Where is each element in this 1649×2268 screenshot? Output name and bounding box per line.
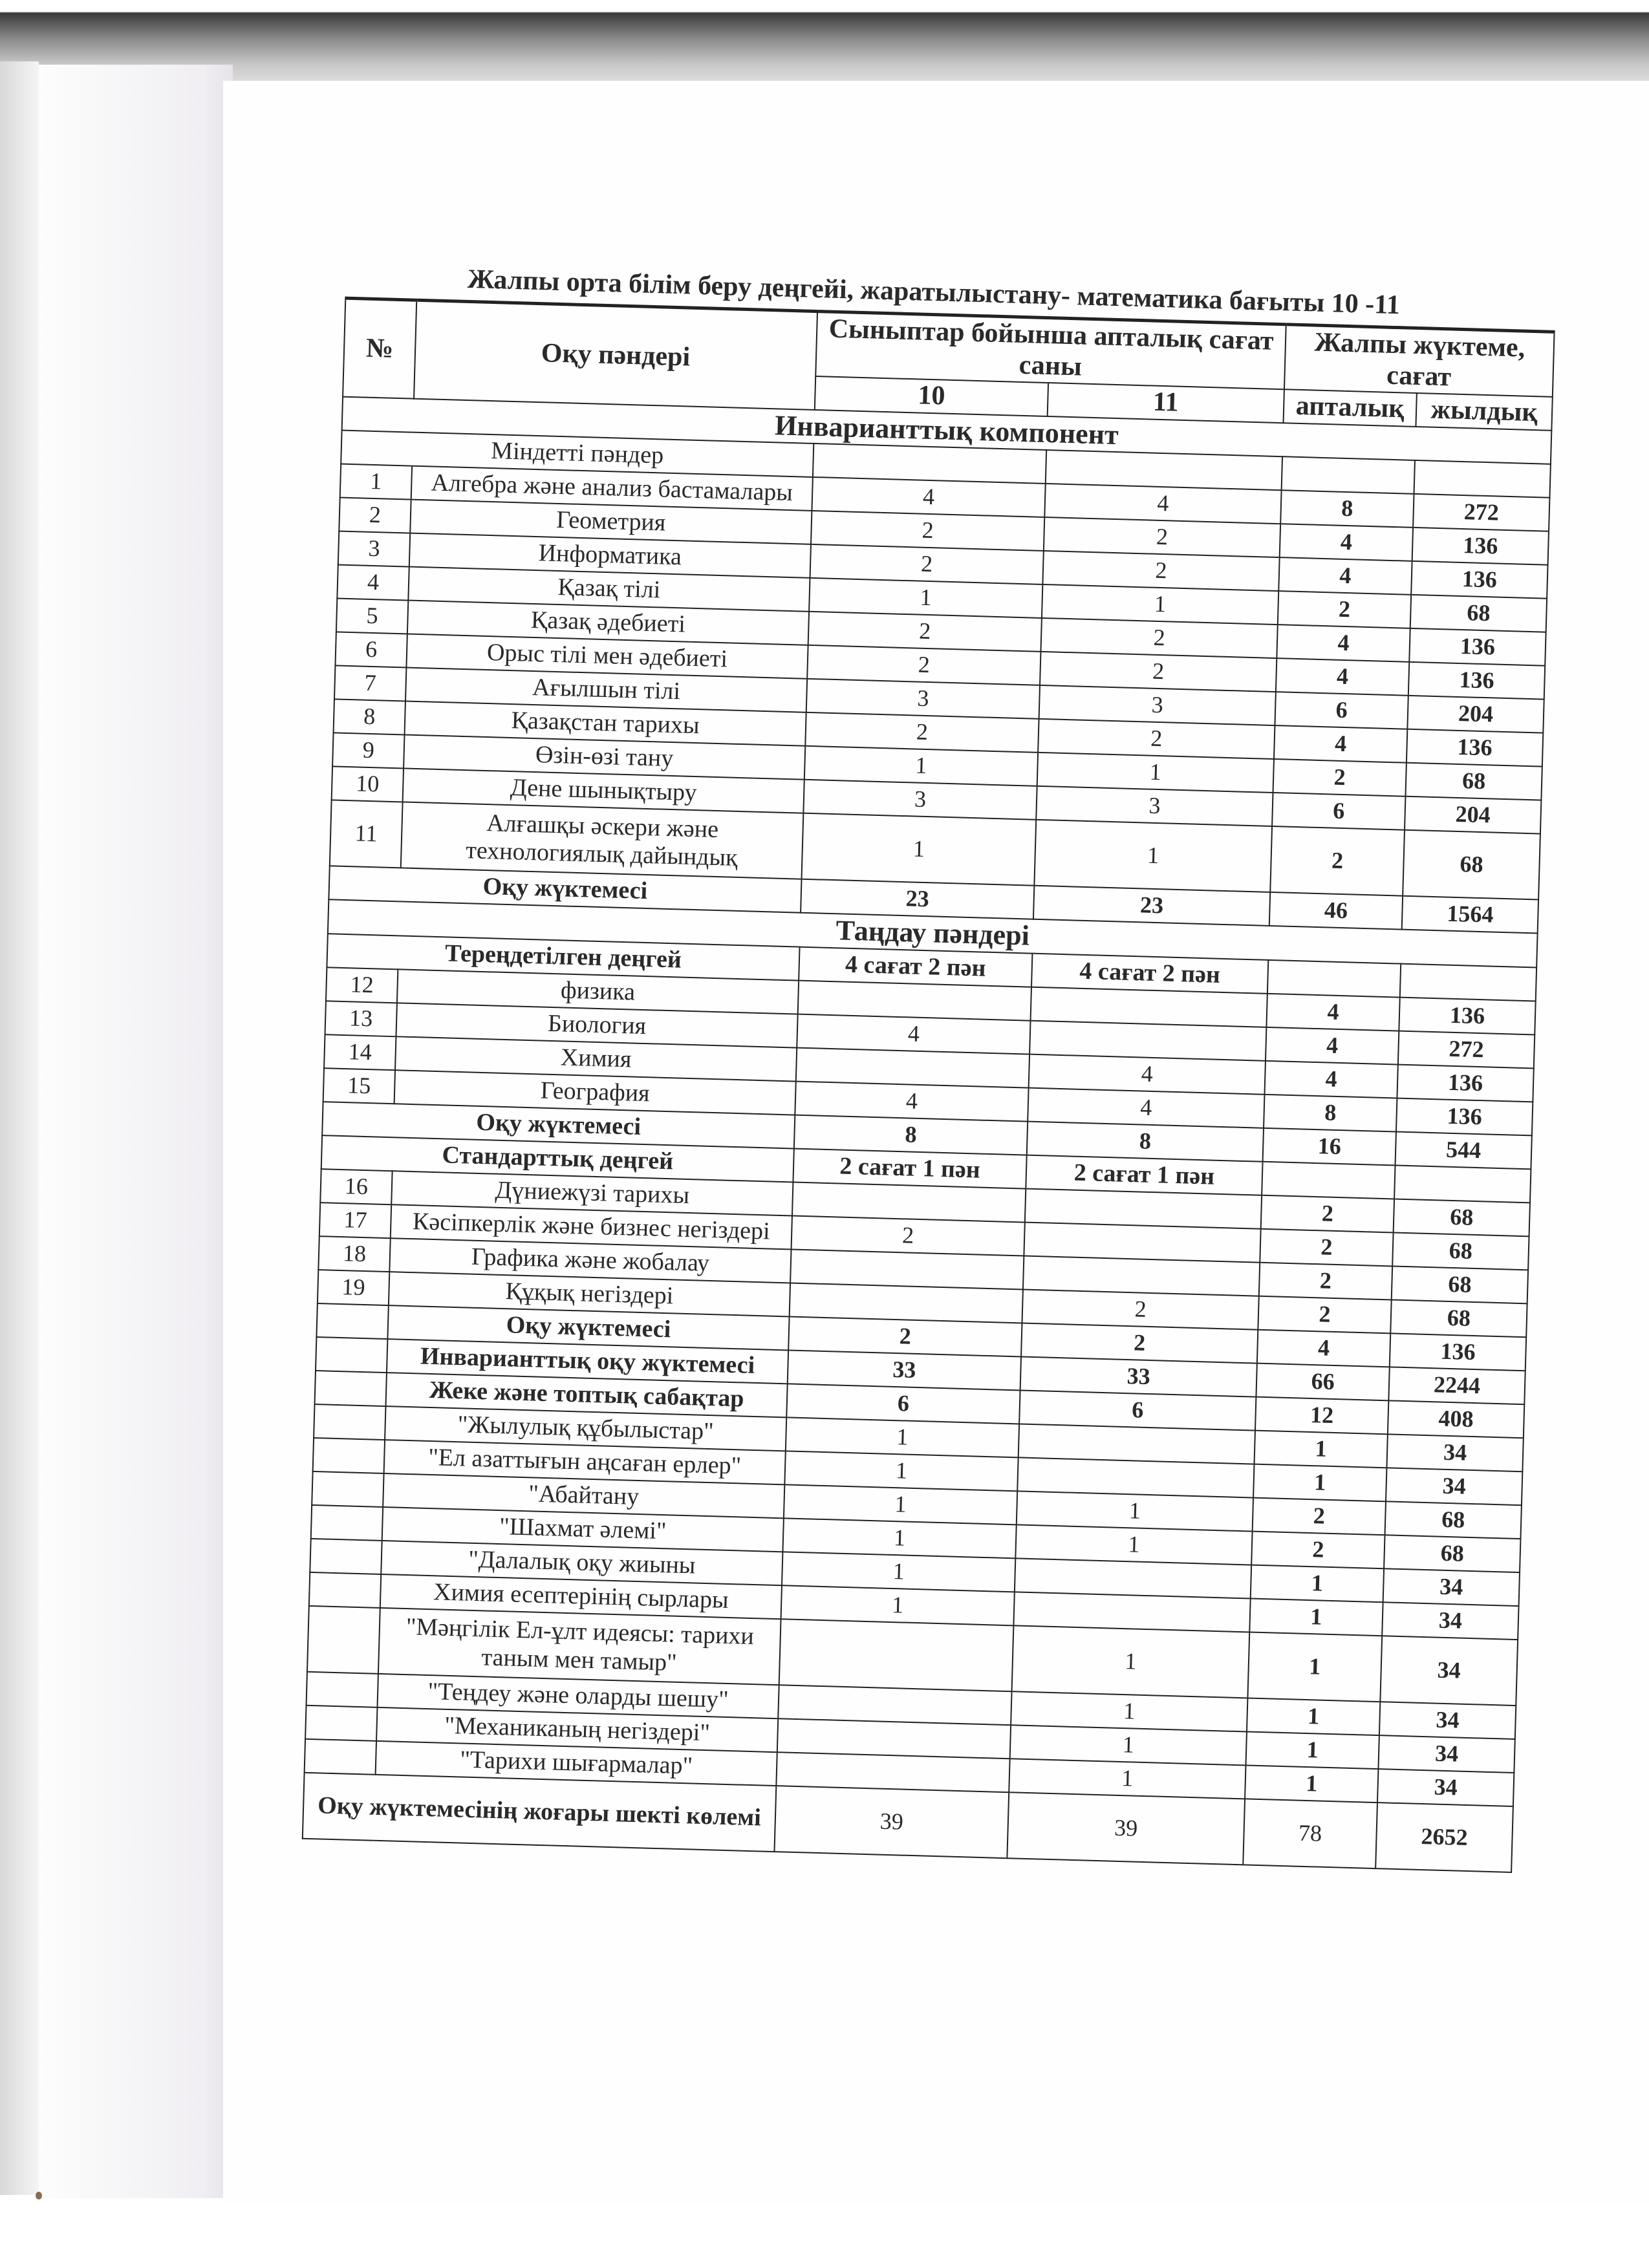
underlying-sheet [39, 65, 233, 2198]
empty-cell [1394, 1165, 1531, 1203]
total-class-11: 8 [1027, 1121, 1264, 1161]
total-class-10: 23 [801, 879, 1034, 919]
subject-name: Орыс тілі мен әдебиеті [406, 634, 808, 679]
total-label: Оқу жүктемесі [329, 866, 801, 913]
weekly-total: 4 [1280, 524, 1413, 561]
empty-cell [316, 1303, 388, 1339]
total-weekly: 12 [1255, 1396, 1388, 1434]
subject-name: Алгебра және анализ бастамалары [411, 466, 813, 511]
total-class-10: 33 [788, 1350, 1021, 1390]
yearly-total: 68 [1390, 1300, 1527, 1337]
row-number: 7 [334, 666, 406, 701]
weekly-total: 2 [1258, 1296, 1391, 1333]
row-number: 8 [334, 700, 405, 735]
hours-class-11: 1 [1017, 1491, 1253, 1531]
row-number: 4 [337, 565, 409, 601]
weekly-total: 1 [1246, 1731, 1379, 1769]
total-yearly: 1564 [1402, 896, 1538, 934]
max-load-label: Оқу жүктемесінің жоғары шекті көлемі [303, 1773, 777, 1852]
yearly-total: 272 [1398, 1031, 1535, 1068]
yearly-total: 136 [1399, 997, 1535, 1034]
weekly-total: 4 [1276, 658, 1409, 696]
document-title: Жалпы орта білім беру деңгейі, жаратылыстану- математика бағыты 10 -11 [467, 264, 1401, 321]
hours-class-11: 4 [1044, 484, 1281, 524]
mandatory-label: Міндетті пәндер [341, 431, 814, 477]
scan-top-shadow [0, 0, 1649, 91]
yearly-total: 34 [1380, 1636, 1518, 1706]
weekly-total: 2 [1251, 1531, 1385, 1568]
yearly-total: 68 [1385, 1501, 1522, 1539]
course-name: "Теңдеу және оларды шешу" [377, 1674, 779, 1718]
hours-class-10: 2 [792, 1215, 1025, 1256]
header-class-10: 10 [815, 376, 1048, 416]
weekly-total: 8 [1280, 490, 1414, 528]
empty-cell [1400, 963, 1536, 1001]
course-name: "Далалық оқу жиыны [381, 1541, 782, 1585]
advanced-class-11-note: 4 сағат 2 пән [1031, 953, 1268, 993]
row-number: 12 [326, 967, 398, 1003]
total-class-11: 2 [1021, 1323, 1258, 1363]
standard-class-11-note: 2 сағат 1 пән [1026, 1155, 1262, 1195]
empty-cell [312, 1471, 383, 1507]
hours-class-11: 1 [1011, 1691, 1247, 1731]
empty-cell [316, 1337, 387, 1373]
row-number: 18 [318, 1236, 390, 1272]
weekly-total: 1 [1249, 1598, 1383, 1636]
hours-class-10: 1 [809, 578, 1042, 618]
total-class-11: 33 [1020, 1356, 1257, 1396]
subject-name: Қазақстан тарихы [405, 701, 806, 746]
subject-name: Қазақ әдебиеті [407, 601, 809, 645]
hours-class-10: 2 [805, 712, 1039, 753]
yearly-total: 68 [1410, 595, 1547, 632]
row-number: 16 [320, 1169, 392, 1204]
hours-class-10: 2 [810, 544, 1044, 584]
total-class-10: 6 [786, 1384, 1020, 1424]
weekly-total: 2 [1260, 1229, 1393, 1267]
course-name: "Механиканың негіздері" [376, 1707, 778, 1752]
empty-cell [1414, 460, 1551, 498]
subject-name: Ағылшын тілі [405, 668, 807, 712]
yearly-total: 136 [1409, 628, 1546, 666]
advanced-class-10-note: 4 сағат 2 пән [799, 947, 1032, 987]
yearly-total: 68 [1405, 763, 1542, 800]
subject-name: Графика және жобалау [389, 1238, 791, 1283]
weekly-total: 6 [1275, 692, 1408, 729]
yearly-total: 34 [1377, 1769, 1514, 1806]
total-weekly: 4 [1257, 1329, 1390, 1367]
row-number: 17 [319, 1203, 391, 1238]
row-number: 3 [338, 531, 410, 567]
hours-class-11: 1 [1037, 753, 1274, 793]
total-weekly: 16 [1263, 1128, 1396, 1166]
hours-class-10: 1 [782, 1552, 1015, 1592]
subject-name: География [394, 1070, 796, 1115]
hours-class-11: 2 [1042, 551, 1279, 591]
hours-class-11: 1 [1015, 1524, 1252, 1565]
yearly-total: 136 [1397, 1064, 1533, 1102]
max-load-class-11: 39 [1007, 1792, 1245, 1865]
hours-class-10: 1 [802, 813, 1037, 886]
course-name: "Мәңгілік Ел-ұлт идеясы: тарихи таным мен тамыр" [378, 1608, 781, 1685]
empty-cell [314, 1404, 385, 1440]
scan-speck [36, 2192, 42, 2199]
subject-name: Қазақ тілі [408, 567, 810, 612]
course-name: "Тарихи шығармалар" [376, 1741, 777, 1786]
row-number: 5 [336, 599, 408, 634]
yearly-total: 136 [1412, 528, 1549, 565]
hours-class-10: 1 [781, 1585, 1015, 1625]
subject-name: физика [397, 969, 799, 1014]
weekly-total: 1 [1255, 1430, 1388, 1468]
row-number: 9 [332, 733, 404, 769]
scan-left-edge [0, 61, 39, 2195]
hours-class-10: 1 [782, 1518, 1016, 1558]
yearly-total: 272 [1413, 494, 1549, 531]
yearly-total: 68 [1403, 830, 1540, 900]
hours-class-11: 2 [1038, 719, 1275, 759]
weekly-total: 2 [1273, 759, 1406, 797]
row-number: 13 [325, 1001, 397, 1036]
weekly-total: 4 [1277, 625, 1410, 662]
course-name: "Абайтану [383, 1473, 784, 1518]
yearly-total: 68 [1392, 1266, 1528, 1303]
weekly-total: 4 [1274, 725, 1407, 763]
empty-cell [307, 1672, 378, 1707]
hours-class-10: 1 [784, 1451, 1018, 1491]
total-weekly: 66 [1256, 1363, 1389, 1400]
empty-cell [305, 1706, 377, 1741]
total-yearly: 2244 [1388, 1367, 1525, 1404]
weekly-total: 2 [1259, 1262, 1392, 1300]
weekly-total: 1 [1251, 1565, 1384, 1602]
empty-cell [307, 1606, 380, 1674]
weekly-total: 1 [1247, 1632, 1382, 1702]
row-number: 15 [323, 1068, 395, 1104]
yearly-total: 204 [1405, 797, 1541, 834]
hours-class-11: 1 [1012, 1625, 1250, 1698]
weekly-total: 2 [1278, 591, 1411, 628]
header-class-11: 11 [1048, 383, 1284, 423]
course-name: "Ел азаттығын аңсаған ерлер" [384, 1440, 786, 1484]
hours-class-11: 3 [1036, 786, 1273, 826]
yearly-total: 34 [1386, 1468, 1522, 1505]
subject-name: Өзін-өзі тану [404, 735, 805, 780]
total-label: Оқу жүктемесі [322, 1102, 795, 1148]
yearly-total: 136 [1396, 1098, 1533, 1135]
empty-cell [315, 1371, 387, 1406]
hours-class-10 [779, 1619, 1014, 1691]
subject-name: Информатика [409, 533, 811, 578]
yearly-total: 34 [1379, 1702, 1516, 1739]
weekly-total: 4 [1266, 994, 1399, 1031]
hours-class-11: 1 [1034, 820, 1272, 892]
row-number: 11 [330, 800, 403, 868]
empty-cell [1262, 1162, 1395, 1199]
hours-class-11: 4 [1029, 1054, 1266, 1094]
weekly-total: 2 [1253, 1497, 1386, 1535]
row-number: 6 [335, 632, 407, 668]
total-label: Жеке және топтық сабақтар [386, 1373, 788, 1417]
hours-class-10: 1 [804, 746, 1038, 786]
weekly-total: 2 [1261, 1195, 1394, 1233]
yearly-total: 34 [1382, 1602, 1518, 1640]
weekly-total: 2 [1270, 826, 1405, 896]
hours-class-10: 3 [803, 780, 1037, 820]
yearly-total: 204 [1407, 696, 1544, 733]
row-number: 2 [339, 498, 411, 533]
yearly-total: 136 [1406, 729, 1543, 767]
yearly-total: 34 [1386, 1434, 1523, 1471]
course-name: "Жылулық құбылыстар" [385, 1406, 786, 1451]
empty-cell [311, 1505, 383, 1541]
subject-name: Алғашқы әскери және технологиялық дайындық [401, 802, 804, 879]
weekly-total: 4 [1266, 1027, 1399, 1065]
subject-name: Биология [396, 1003, 797, 1047]
course-name: Химия есептерінің сырлары [380, 1574, 782, 1619]
yearly-total: 68 [1392, 1232, 1529, 1270]
hours-class-11: 3 [1039, 685, 1276, 725]
total-label: Оқу жүктемесі [387, 1305, 789, 1350]
total-yearly: 136 [1390, 1333, 1526, 1371]
subject-name: Кәсіпкерлік және бизнес негіздері [391, 1204, 792, 1249]
hours-class-10: 4 [812, 477, 1045, 517]
empty-cell [1282, 456, 1415, 494]
header-subjects: Оқу пәндері [414, 300, 817, 409]
row-number: 10 [332, 767, 404, 802]
row-number: 14 [324, 1034, 396, 1070]
total-yearly: 408 [1388, 1400, 1524, 1438]
yearly-total: 68 [1384, 1535, 1520, 1572]
total-yearly: 544 [1396, 1131, 1532, 1169]
hours-class-11: 4 [1028, 1087, 1264, 1128]
row-number: 19 [318, 1270, 389, 1305]
max-load-yearly: 2652 [1375, 1803, 1513, 1872]
total-class-11: 23 [1033, 886, 1270, 926]
section-invariant: Инварианттық компонент [342, 396, 1552, 464]
max-load-class-10: 39 [774, 1786, 1009, 1858]
header-weekly: апталық [1284, 389, 1417, 427]
hours-class-10: 2 [807, 645, 1040, 685]
hours-class-10: 1 [784, 1484, 1017, 1524]
subject-name: Құқық негіздері [389, 1272, 790, 1316]
hours-class-11: 2 [1040, 652, 1277, 692]
empty-cell [305, 1739, 376, 1775]
hours-class-11: 2 [1044, 517, 1280, 557]
hours-class-11: 1 [1010, 1725, 1247, 1765]
section-elective: Таңдау пәндері [328, 899, 1538, 967]
standard-class-10-note: 2 сағат 1 пән [793, 1148, 1026, 1188]
row-number: 1 [340, 464, 412, 500]
course-name: "Шахмат әлемі" [382, 1507, 784, 1552]
header-total-load: Жалпы жүктеме, сағат [1284, 325, 1555, 397]
yearly-total: 34 [1378, 1735, 1514, 1773]
header-weekly-by-class: Сыныптар бойынша апталық сағат саны [815, 312, 1286, 389]
hours-class-10: 2 [811, 511, 1044, 551]
yearly-total: 136 [1408, 662, 1545, 700]
yearly-total: 136 [1411, 561, 1547, 599]
document [241, 259, 1558, 1873]
weekly-total: 1 [1245, 1765, 1378, 1803]
hours-class-11: 1 [1009, 1759, 1245, 1799]
header-yearly: жылдық [1416, 393, 1552, 431]
weekly-total: 4 [1278, 557, 1412, 595]
weekly-total: 6 [1272, 793, 1405, 830]
hours-class-11: 2 [1022, 1289, 1258, 1329]
subject-name: Дүниежүзі тарихы [391, 1171, 793, 1215]
yearly-total: 34 [1383, 1568, 1520, 1606]
max-load-weekly: 78 [1243, 1799, 1377, 1868]
total-class-10: 2 [788, 1316, 1022, 1356]
subject-name: Дене шынықтыру [403, 769, 804, 813]
subject-name: Геометрия [410, 500, 812, 544]
hours-class-10: 3 [806, 679, 1040, 719]
empty-cell [309, 1572, 381, 1608]
empty-cell [313, 1438, 385, 1473]
advanced-level-label: Тереңдетілген деңгей [327, 934, 799, 980]
hours-class-10: 2 [808, 612, 1042, 652]
hours-class-10: 1 [786, 1417, 1019, 1457]
yearly-total: 68 [1394, 1199, 1530, 1236]
hours-class-11: 2 [1040, 618, 1277, 658]
curriculum-table [302, 297, 1555, 1873]
hours-class-11: 1 [1042, 584, 1278, 625]
weekly-total: 8 [1264, 1095, 1397, 1132]
total-weekly: 46 [1269, 892, 1403, 930]
empty-cell [1267, 960, 1401, 998]
total-class-11: 6 [1019, 1390, 1256, 1430]
total-class-10: 8 [794, 1115, 1028, 1155]
empty-cell [310, 1539, 382, 1574]
subject-name: Химия [395, 1036, 797, 1081]
hours-class-10: 4 [795, 1081, 1028, 1121]
weekly-total: 4 [1265, 1061, 1398, 1098]
header-no: № [343, 298, 416, 398]
standard-level-label: Стандарттық деңгей [321, 1135, 794, 1182]
weekly-total: 1 [1253, 1464, 1386, 1501]
total-label: Инварианттық оқу жүктемесі [387, 1339, 788, 1384]
weekly-total: 1 [1247, 1698, 1380, 1735]
hours-class-10: 4 [797, 1014, 1030, 1054]
